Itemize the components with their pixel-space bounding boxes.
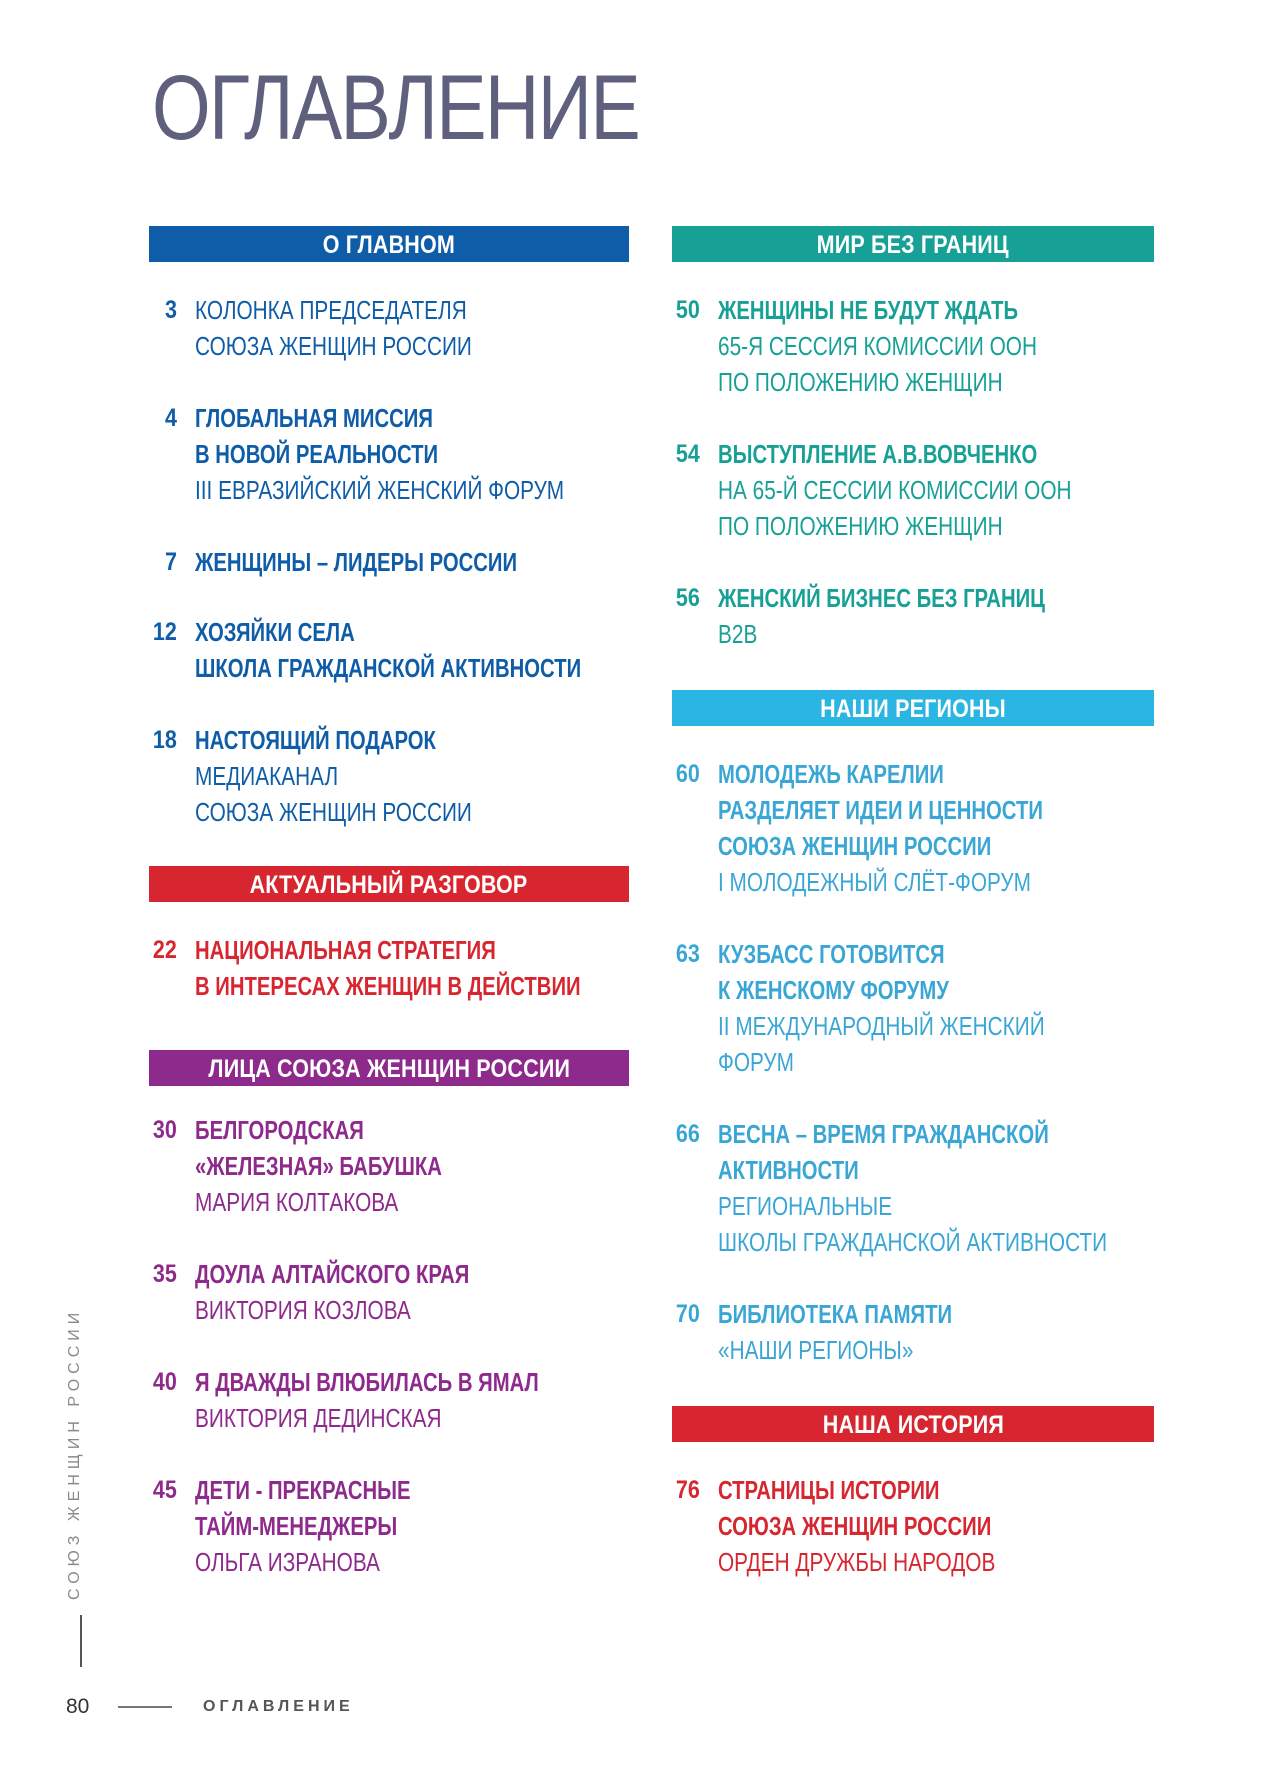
section-header-label: НАША ИСТОРИЯ [822,1411,1004,1439]
toc-entry-title: ДОУЛА АЛТАЙСКОГО КРАЯ [195,1259,470,1289]
toc-entry-subtitle: II МЕЖДУНАРОДНЫЙ ЖЕНСКИЙ [718,1011,1045,1041]
toc-entry-subtitle: 65-Я СЕССИЯ КОМИССИИ ООН [718,331,1037,361]
section-header-label: ЛИЦА СОЮЗА ЖЕНЩИН РОССИИ [208,1055,570,1083]
toc-entry-title: КУЗБАСС ГОТОВИТСЯ [718,939,945,969]
toc-page-number [149,1472,177,1508]
toc-entry-subtitle: ВИКТОРИЯ ДЕДИНСКАЯ [195,1403,442,1433]
toc-entry-title: ЖЕНЩИНЫ – ЛИДЕРЫ РОССИИ [195,547,518,577]
toc-entry-text [195,1256,629,1328]
toc-entry-title: ХОЗЯЙКИ СЕЛА [195,617,355,647]
section-header-label: МИР БЕЗ ГРАНИЦ [816,231,1010,259]
toc-page-number [672,580,700,616]
toc-entry-text [718,436,1154,544]
toc-page-number-text: 12 [153,618,177,646]
toc-entry-title: РАЗДЕЛЯЕТ ИДЕИ И ЦЕННОСТИ [718,795,1043,825]
toc-entry-title: СОЮЗА ЖЕНЩИН РОССИИ [718,1511,992,1541]
toc-entry-title: ВЕСНА – ВРЕМЯ ГРАЖДАНСКОЙ [718,1119,1049,1149]
section-header-label: НАШИ РЕГИОНЫ [820,695,1006,723]
toc-entry-title: «ЖЕЛЕЗНАЯ» БАБУШКА [195,1151,442,1181]
toc-entry-title: МОЛОДЕЖЬ КАРЕЛИИ [718,759,944,789]
toc-entry-subtitle: ОЛЬГА ИЗРАНОВА [195,1547,380,1577]
section-header-label: О ГЛАВНОМ [322,231,456,259]
toc-entry-subtitle: МЕДИАКАНАЛ [195,761,339,791]
toc-page-number-text: 35 [153,1260,177,1288]
toc-entry-text [718,1116,1154,1260]
section-header-main [149,226,629,262]
toc-page-number-text: 66 [676,1120,700,1148]
toc-entry-subtitle: КОЛОНКА ПРЕДСЕДАТЕЛЯ [195,295,467,325]
toc-page-number-text: 7 [165,548,177,576]
toc-page-number-text: 63 [676,940,700,968]
toc-page-number-text: 76 [676,1476,700,1504]
toc-page-number [672,936,700,972]
toc-entry-title: К ЖЕНСКОМУ ФОРУМУ [718,975,949,1005]
toc-page-number [149,932,177,968]
toc-page-number [149,722,177,758]
footer-page-number: 80 [66,1695,90,1718]
footer-rule [118,1706,172,1708]
toc-entry-title: ШКОЛА ГРАЖДАНСКОЙ АКТИВНОСТИ [195,653,582,683]
toc-entry-title: Я ДВАЖДЫ ВЛЮБИЛАСЬ В ЯМАЛ [195,1367,539,1397]
toc-entry-subtitle: ВИКТОРИЯ КОЗЛОВА [195,1295,411,1325]
toc-page-number [672,1296,700,1332]
section-header-world [672,226,1154,262]
toc-page-number [672,756,700,792]
toc-entry-text [718,936,1154,1080]
toc-entry-text [195,932,629,1004]
toc-page-number-text: 30 [153,1116,177,1144]
section-header-faces [149,1050,629,1086]
toc-page-number [149,1256,177,1292]
toc-entry-subtitle: МАРИЯ КОЛТАКОВА [195,1187,399,1217]
toc-page-number-text: 18 [153,726,177,754]
toc-entry-title: ВЫСТУПЛЕНИЕ А.В.ВОВЧЕНКО [718,439,1038,469]
toc-entry-subtitle: ФОРУМ [718,1047,794,1077]
toc-page-number [149,544,177,580]
side-rule [80,1615,82,1667]
toc-page-number [149,1112,177,1148]
toc-page-number-text: 70 [676,1300,700,1328]
toc-entry-text [195,400,629,508]
toc-entry-title: СТРАНИЦЫ ИСТОРИИ [718,1475,940,1505]
toc-page-number [149,400,177,436]
toc-page-number-text: 40 [153,1368,177,1396]
toc-entry-title: ГЛОБАЛЬНАЯ МИССИЯ [195,403,433,433]
toc-entry-subtitle: B2B [718,619,758,649]
toc-page-number [149,614,177,650]
toc-entry-text [718,580,1154,652]
toc-entry-subtitle: ПО ПОЛОЖЕНИЮ ЖЕНЩИН [718,511,1003,541]
section-header-regions [672,690,1154,726]
toc-entry-title: ЖЕНЩИНЫ НЕ БУДУТ ЖДАТЬ [718,295,1019,325]
section-header-history [672,1406,1154,1442]
toc-page-number-text: 4 [165,404,177,432]
toc-entry-text [718,756,1154,900]
toc-entry-subtitle: ОРДЕН ДРУЖБЫ НАРОДОВ [718,1547,996,1577]
toc-entry-text [195,292,629,364]
toc-entry-title: БИБЛИОТЕКА ПАМЯТИ [718,1299,953,1329]
toc-entry-subtitle: III ЕВРАЗИЙСКИЙ ЖЕНСКИЙ ФОРУМ [195,475,565,505]
toc-page-number-text: 50 [676,296,700,324]
page-title: ОГЛАВЛЕНИЕ [152,57,640,159]
toc-entry-title: АКТИВНОСТИ [718,1155,859,1185]
toc-entry-title: ТАЙМ-МЕНЕДЖЕРЫ [195,1511,398,1541]
toc-entry-title: СОЮЗА ЖЕНЩИН РОССИИ [718,831,992,861]
section-header-label: АКТУАЛЬНЫЙ РАЗГОВОР [250,871,528,899]
toc-page-number-text: 56 [676,584,700,612]
toc-page-number-text: 3 [165,296,177,324]
toc-entry-subtitle: ШКОЛЫ ГРАЖДАНСКОЙ АКТИВНОСТИ [718,1227,1108,1257]
section-header-talk [149,866,629,902]
toc-entry-text [718,1296,1154,1368]
toc-entry-subtitle: СОЮЗА ЖЕНЩИН РОССИИ [195,797,472,827]
toc-entry-text [195,722,629,830]
toc-page-number [149,292,177,328]
toc-page-number-text: 45 [153,1476,177,1504]
toc-entry-text [718,1472,1154,1580]
toc-entry-subtitle: «НАШИ РЕГИОНЫ» [718,1335,914,1365]
toc-entry-text [718,292,1154,400]
toc-entry-subtitle: I МОЛОДЕЖНЫЙ СЛЁТ-ФОРУМ [718,867,1031,897]
toc-entry-title: БЕЛГОРОДСКАЯ [195,1115,364,1145]
toc-page-number-text: 22 [153,936,177,964]
toc-page-number [672,1116,700,1152]
toc-page-number-text: 60 [676,760,700,788]
toc-entry-text [195,544,629,580]
toc-page-number-text: 54 [676,440,700,468]
toc-entry-text [195,1472,629,1580]
toc-entry-subtitle: НА 65-Й СЕССИИ КОМИССИИ ООН [718,475,1072,505]
toc-page-number [672,292,700,328]
toc-entry-title: ЖЕНСКИЙ БИЗНЕС БЕЗ ГРАНИЦ [718,583,1045,613]
toc-entry-title: ДЕТИ - ПРЕКРАСНЫЕ [195,1475,411,1505]
toc-entry-title: В ИНТЕРЕСАХ ЖЕНЩИН В ДЕЙСТВИИ [195,971,581,1001]
toc-entry-subtitle: ПО ПОЛОЖЕНИЮ ЖЕНЩИН [718,367,1003,397]
toc-entry-title: В НОВОЙ РЕАЛЬНОСТИ [195,439,439,469]
toc-entry-title: НАСТОЯЩИЙ ПОДАРОК [195,725,436,755]
toc-page-number [672,436,700,472]
footer-label: ОГЛАВЛЕНИЕ [203,1698,354,1715]
toc-entry-subtitle: РЕГИОНАЛЬНЫЕ [718,1191,893,1221]
toc-page-number [672,1472,700,1508]
side-vertical-text: СОЮЗ ЖЕНЩИН РОССИИ [66,1307,83,1600]
toc-page-number [149,1364,177,1400]
toc-entry-subtitle: СОЮЗА ЖЕНЩИН РОССИИ [195,331,472,361]
toc-entry-text [195,1112,629,1220]
toc-entry-title: НАЦИОНАЛЬНАЯ СТРАТЕГИЯ [195,935,496,965]
toc-entry-text [195,614,629,686]
toc-entry-text [195,1364,629,1436]
